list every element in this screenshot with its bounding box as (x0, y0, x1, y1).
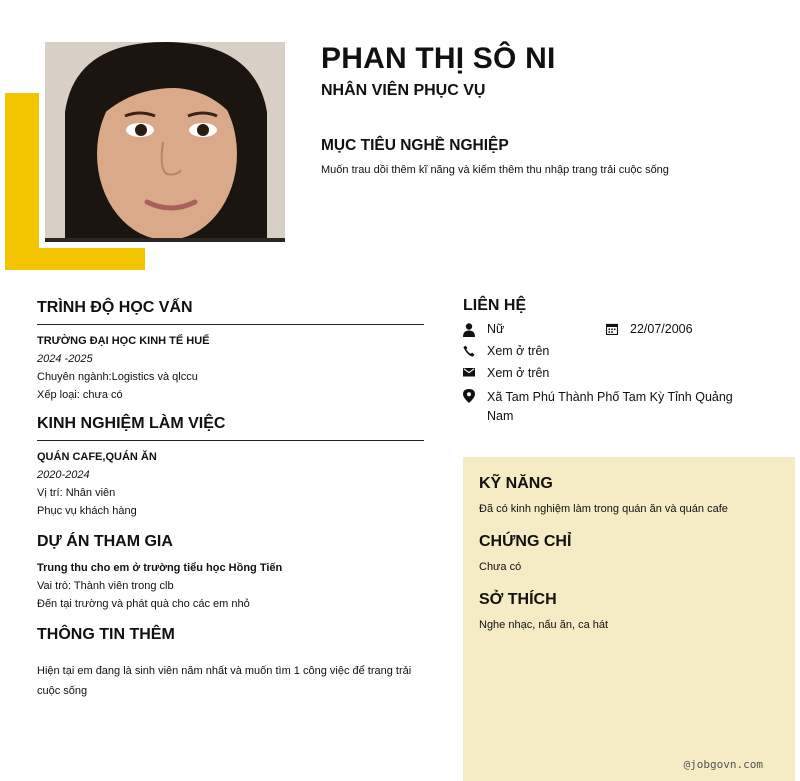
mail-icon (463, 367, 475, 381)
experience-position: Vị trí: Nhân viên (37, 487, 116, 499)
education-section (37, 299, 424, 401)
additional-info-text: Hiện tại em đang là sinh viên năm nhất và muốn tìm 1 công việc để trang trải cuộc sống (37, 665, 412, 697)
contact-row-email (463, 366, 793, 381)
birthday-value: 22/07/2006 (630, 322, 693, 336)
hobbies-heading: SỞ THÍCH (479, 591, 557, 608)
certificates-heading: CHỨNG CHỈ (479, 533, 572, 550)
location-icon (463, 389, 475, 403)
contact-row-gender (463, 322, 793, 337)
email-value: Xem ở trên (487, 366, 550, 380)
projects-section (37, 533, 424, 610)
experience-place: QUÁN CAFE,QUÁN ĂN (37, 451, 157, 463)
project-title: Trung thu cho em ở trường tiểu học Hồng Tiến (37, 562, 283, 574)
experience-period: 2020-2024 (37, 469, 90, 481)
address-value: Xã Tam Phú Thành Phố Tam Kỳ Tỉnh Quảng Nam (487, 390, 733, 423)
additional-info-heading: THÔNG TIN THÊM (37, 626, 175, 643)
education-period: 2024 -2025 (37, 353, 93, 365)
experience-section (37, 415, 424, 517)
projects-heading: DỰ ÁN THAM GIA (37, 533, 173, 550)
career-objective-heading: MỤC TIÊU NGHỀ NGHIỆP (321, 137, 509, 154)
experience-duty: Phục vụ khách hàng (37, 505, 137, 517)
skills-text: Đã có kinh nghiệm làm trong quán ăn và quán cafe (479, 503, 728, 515)
candidate-name: PHAN THỊ SÔ NI (321, 42, 556, 75)
panel-content (479, 475, 779, 631)
gender-value: Nữ (487, 322, 505, 336)
education-grade: Xếp loại: chưa có (37, 389, 123, 401)
phone-value: Xem ở trên (487, 344, 550, 358)
contact-heading: LIÊN HỆ (463, 297, 527, 314)
birthday-item (606, 322, 693, 337)
certificates-text: Chưa có (479, 561, 522, 573)
project-role: Vai trò: Thành viên trong clb (37, 580, 174, 592)
experience-heading: KINH NGHIỆM LÀM VIỆC (37, 415, 424, 441)
career-objective-text: Muốn trau dồi thêm kĩ năng và kiếm thêm thu nhập trang trải cuộc sống (321, 164, 669, 176)
person-icon (463, 323, 475, 337)
phone-icon (463, 345, 475, 359)
education-school: TRƯỜNG ĐẠI HỌC KINH TẾ HUẾ (37, 335, 210, 347)
decorative-yellow-bar-vertical (5, 93, 39, 270)
skills-heading: KỸ NĂNG (479, 475, 553, 492)
education-heading: TRÌNH ĐỘ HỌC VẤN (37, 299, 424, 325)
profile-photo (45, 42, 285, 242)
decorative-yellow-bar-horizontal (5, 248, 145, 270)
contact-row-phone (463, 344, 793, 359)
watermark: @jobgovn.com (683, 758, 763, 771)
right-info-panel (463, 457, 795, 781)
left-column (37, 299, 424, 701)
contact-row-address (463, 388, 793, 426)
calendar-icon (606, 323, 618, 337)
additional-info-section (37, 626, 424, 701)
education-major: Chuyên ngành:Logistics và qlccu (37, 371, 198, 383)
job-title: NHÂN VIÊN PHỤC VỤ (321, 82, 486, 99)
project-description: Đến tại trường và phát quà cho các em nhỏ (37, 598, 250, 610)
contact-section (463, 297, 793, 426)
hobbies-text: Nghe nhạc, nấu ăn, ca hát (479, 619, 609, 631)
